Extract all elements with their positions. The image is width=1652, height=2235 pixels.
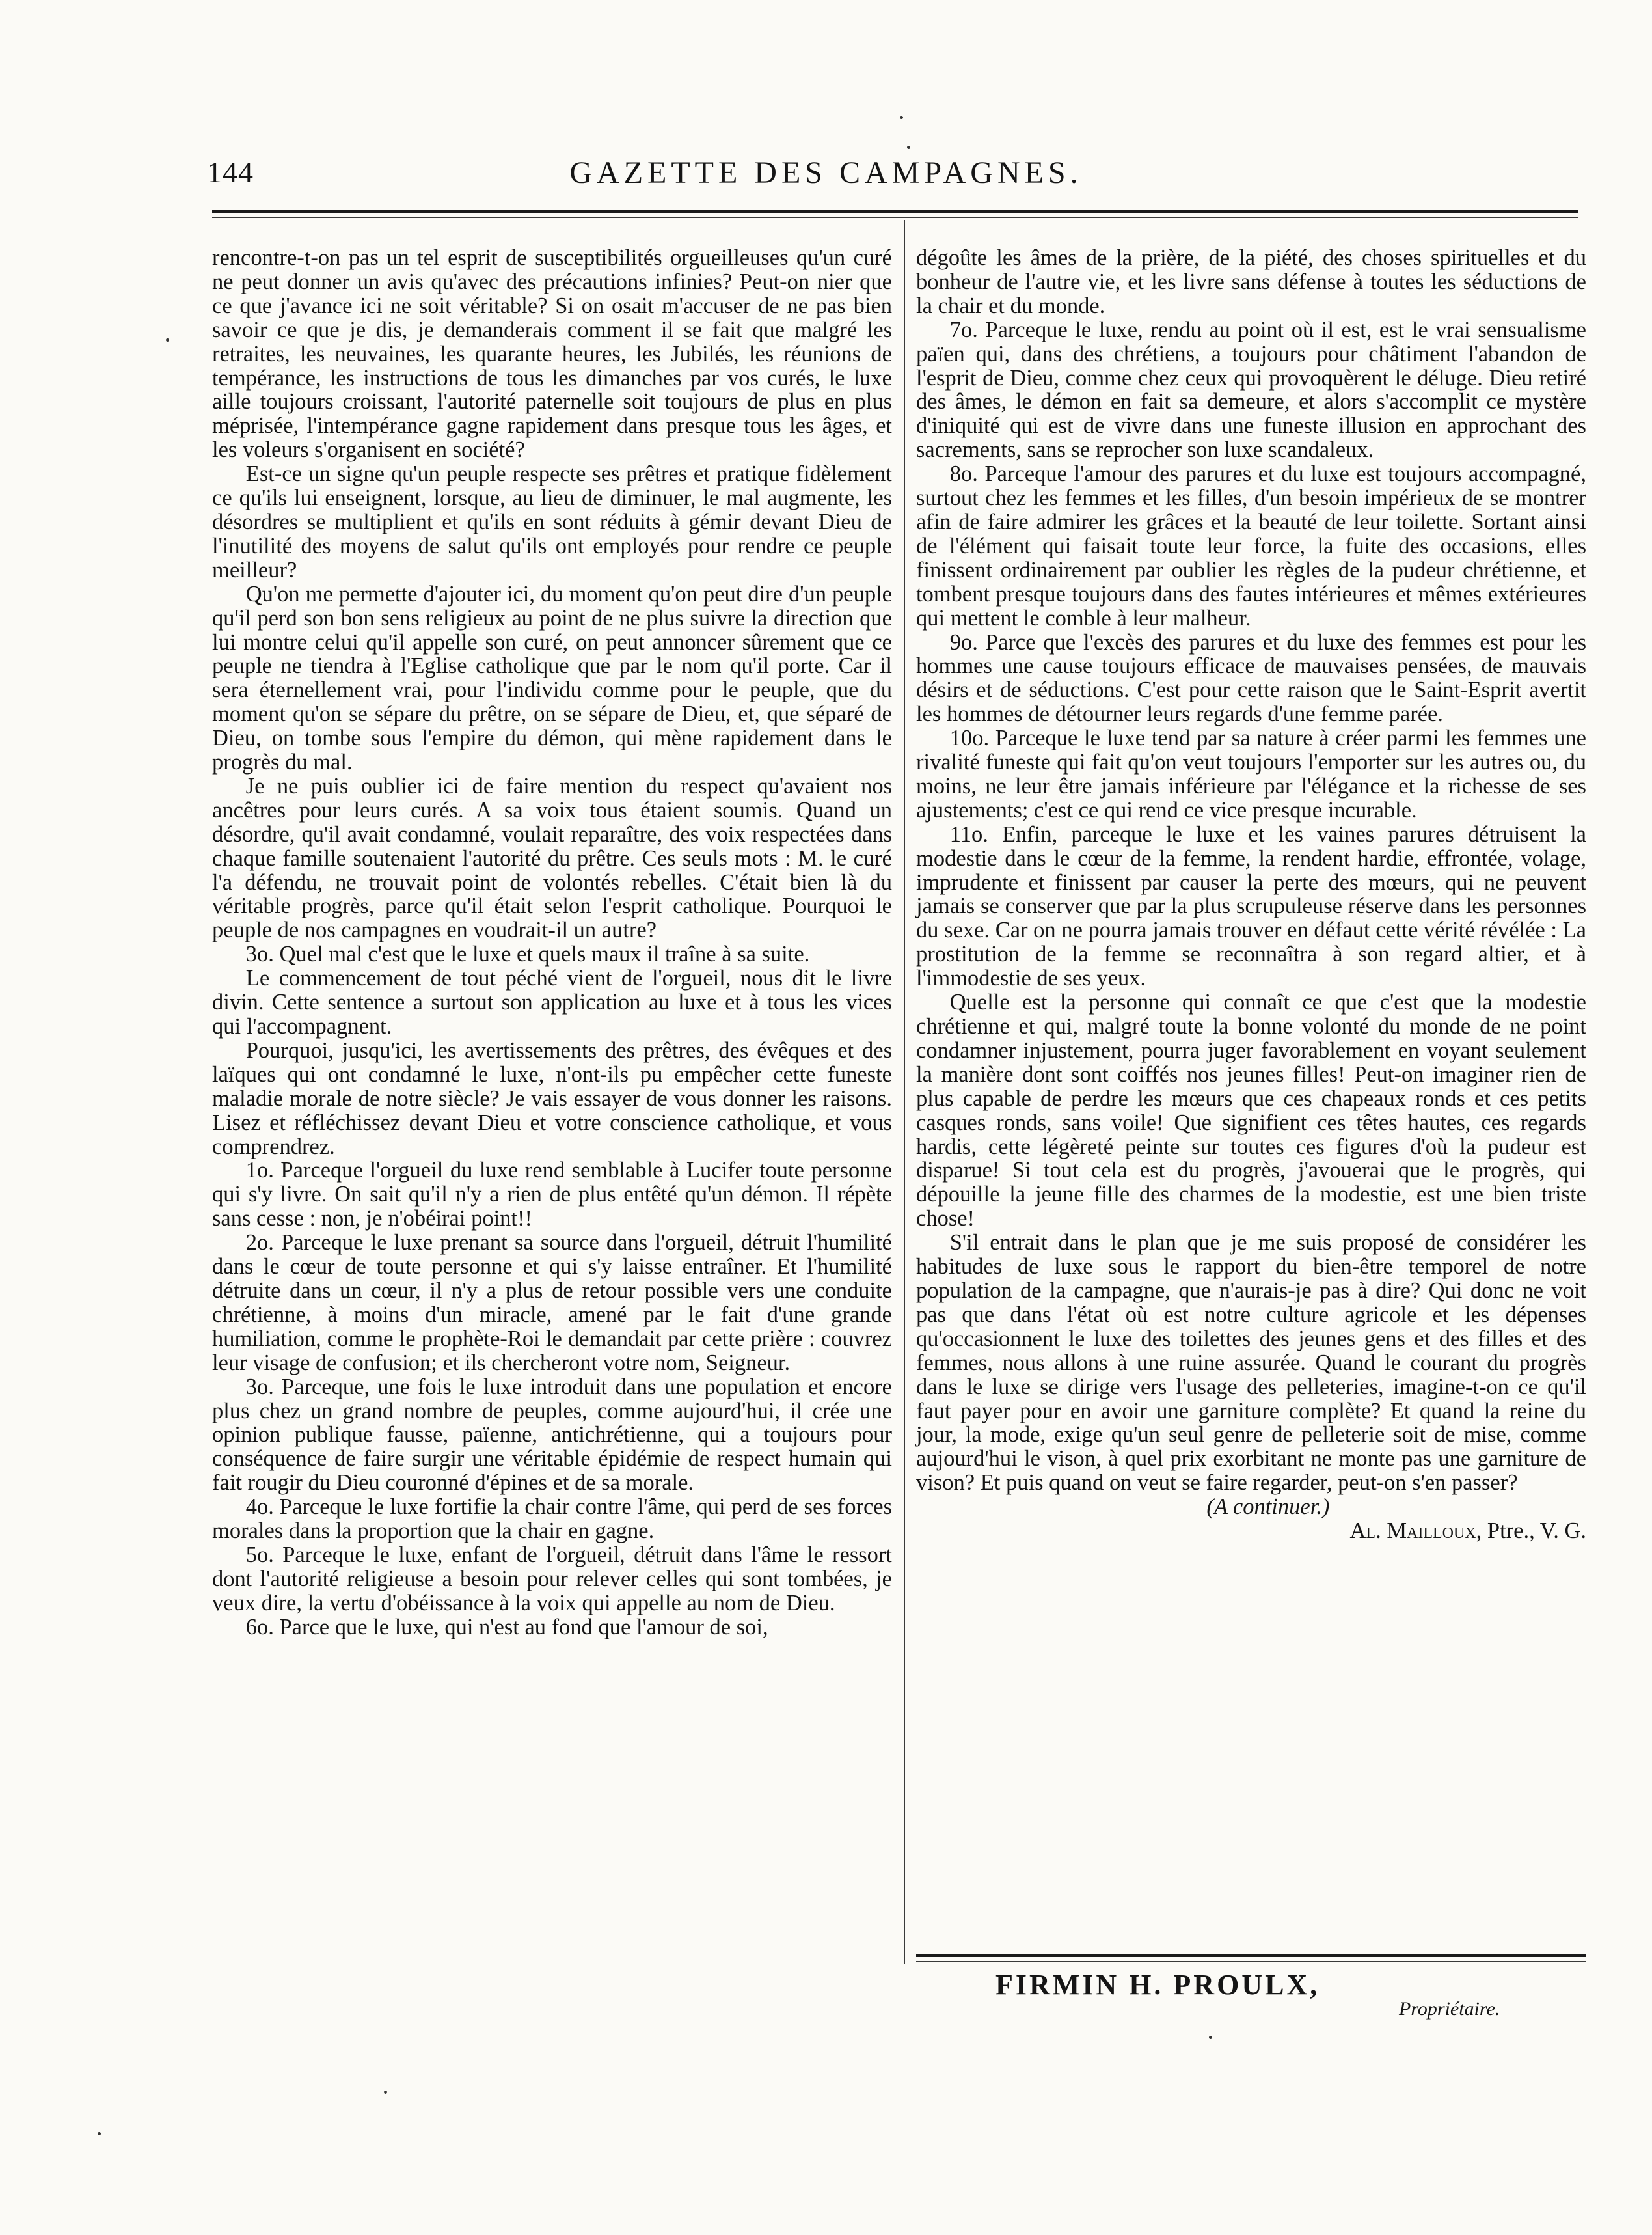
owner-name: FIRMIN H. PROULX, bbox=[995, 1969, 1320, 2001]
paragraph: 8o. Parceque l'amour des parures et du luxe est toujours accompagné, surtout chez les femmes et les filles, d'un besoin impérieux de se montrer afin de faire admirer les grâces et la beauté de leur toilette. Sortant ainsi de l'élément qui faisait toute leur force, la fuite des occasions, elles finissent ordinairement par oublier les règles de la pudeur chrétienne, et tombent presque toujours dans des fautes intérieures et mêmes extérieures qui mettent le comble à leur malheur. bbox=[916, 461, 1586, 631]
running-head: GAZETTE DES CAMPAGNES. bbox=[569, 156, 1083, 190]
author-title: , Ptre., V. G. bbox=[1476, 1518, 1586, 1544]
right-column bbox=[916, 246, 1586, 1543]
header-rule bbox=[212, 210, 1578, 213]
author-signature bbox=[916, 1519, 1586, 1543]
header-rule-thin bbox=[212, 217, 1578, 218]
paragraph: Pourquoi, jusqu'ici, les avertissements des prêtres, des évêques et des laïques qui ont condamné le luxe, n'ont-ils pu empêcher cette funeste maladie morale de notre siècle? Je vais essayer de vous donner les raisons. Lisez et réfléchissez devant Dieu et votre conscience catholique, et vous comprendrez. bbox=[212, 1037, 892, 1159]
paragraph: Je ne puis oublier ici de faire mention du respect qu'avaient nos ancêtres pour leurs curés. A sa voix tous étaient soumis. Quand un désordre, qu'il avait condamné, voulait reparaître, des voix respectées dans chaque famille soutenaient l'autorité du prêtre. Ces seuls mots : M. le curé l'a défendu, ne trouvait point de volontés rebelles. C'était bien là du véritable progrès, parce qu'il était selon l'esprit catholique. Pourquoi le peuple de nos campagnes en voudrait-il un autre? bbox=[212, 773, 892, 943]
owner-role: Propriétaire. bbox=[1399, 1998, 1500, 2020]
ink-speck bbox=[907, 146, 910, 149]
paragraph: 4o. Parceque le luxe fortifie la chair contre l'âme, qui perd de ses forces morales dans la proportion que la chair en gagne. bbox=[212, 1494, 892, 1544]
paragraph: Qu'on me permette d'ajouter ici, du moment qu'on peut dire d'un peuple qu'il perd son bon sens religieux au point de ne plus suivre la direction que lui montre celui qu'il appelle son curé, on peut annoncer sûrement que ce peuple ne tiendra à l'Eglise catholique que par le nom qu'il porte. Car il sera éternellement vrai, pour l'individu comme pour le peuple, que du moment qu'on se sépare du prêtre, on se sépare de Dieu, et, que séparé de Dieu, on tombe sous l'empire du démon, qui mène rapidement dans le progrès du mal. bbox=[212, 581, 892, 775]
ink-speck bbox=[900, 116, 903, 119]
column-divider bbox=[904, 220, 905, 1964]
paragraph: dégoûte les âmes de la prière, de la piété, des choses spirituelles et du bonheur de l'autre vie, et les livre sans défense à toutes les séductions de la chair et du monde. bbox=[916, 245, 1586, 318]
footer-rule bbox=[916, 1954, 1586, 1957]
paragraph: 10o. Parceque le luxe tend par sa nature à créer parmi les femmes une rivalité funeste qui fait qu'on veut toujours l'emporter sur les autres ou, du moins, ne leur être jamais inférieure par l'élégance et la richesse de ses ajustements; c'est ce qui rend ce vice presque incurable. bbox=[916, 726, 1586, 823]
left-column bbox=[212, 246, 892, 1639]
paragraph: Quelle est la personne qui connaît ce que c'est que la modestie chrétienne et qui, malgré toute la bonne volonté du monde de ne point condamner injustement, pourra juger favorablement en voyant seulement la manière dont sont coiffés nos jeunes filles! Peut-on imaginer rien de plus capable de perdre les mœurs que ces chapeaux ronds et ces petits casques ronds, sans voile! Que signifient ces têtes hautes, ces regards hardis, cette légèreté peinte sur toutes ces figures d'où la pudeur est disparue! Si tout cela est du progrès, j'avouerai que le progrès, qui dépouille la jeune fille des charmes de la modestie, est une bien triste chose! bbox=[916, 990, 1586, 1231]
paragraph: 1o. Parceque l'orgueil du luxe rend semblable à Lucifer toute personne qui s'y livre. On sait qu'il n'y a rien de plus entêté qu'un démon. Il répète sans cesse : non, je n'obéirai point!! bbox=[212, 1158, 892, 1231]
ink-speck bbox=[98, 2132, 101, 2135]
continuation-note: (A continuer.) bbox=[1206, 1494, 1330, 1520]
author-name: Al. Mailloux bbox=[1349, 1518, 1476, 1544]
footer-rule-thin bbox=[916, 1961, 1586, 1962]
paragraph: 5o. Parceque le luxe, enfant de l'orgueil, détruit dans l'âme le ressort dont l'autorité religieuse a besoin pour relever celles qui sont tombées, je veux dire, la vertu d'obéissance à la voix qui appelle au nom de Dieu. bbox=[212, 1542, 892, 1615]
paragraph: 7o. Parceque le luxe, rendu au point où il est, est le vrai sensualisme païen qui, dans des chrétiens, a toujours pour châtiment l'abandon de l'esprit de Dieu, comme chez ceux qui provoquèrent le déluge. Dieu retiré des âmes, le démon en fait sa demeure, et alors s'accomplit ce mystère d'iniquité qui est de vivre dans une funeste illusion en approchant des sacrements, sans se reprocher son luxe scandaleux. bbox=[916, 317, 1586, 463]
paragraph: 3o. Quel mal c'est que le luxe et quels maux il traîne à sa suite. bbox=[245, 942, 810, 967]
paragraph: rencontre-t-on pas un tel esprit de susceptibilités orgueilleuses qu'un curé ne peut donner un avis qu'avec des précautions infinies? Peut-on nier que ce que j'avance ici ne soit véritable? Si on osait m'accuser de ne pas bien savoir ce que je dis, je demanderais comment il se fait que malgré les retraites, les neuvaines, les quarante heures, les Jubilés, les réunions de tempérance, les instructions de tous les dimanches par vos curés, le luxe aille toujours croissant, l'autorité paternelle soit toujours de plus en plus méprisée, l'intempérance gagne rapidement dans presque tous les âges, et les voleurs s'organisent en société? bbox=[212, 245, 892, 463]
ink-speck bbox=[166, 338, 169, 342]
paragraph: 3o. Parceque, une fois le luxe introduit dans une population et encore plus chez un grand nombre de peuples, comme aujourd'hui, il crée une opinion publique fausse, païenne, antichrétienne, qui a toujours pour conséquence de faire surgir une véritable épidémie de respect humain qui fait rougir du Dieu couronné d'épines et de sa morale. bbox=[212, 1374, 892, 1496]
paragraph: Le commencement de tout péché vient de l'orgueil, nous dit le livre divin. Cette sentence a surtout son application au luxe et à tous les vices qui l'accompagnent. bbox=[212, 966, 892, 1039]
paragraph: 6o. Parce que le luxe, qui n'est au fond que l'amour de soi, bbox=[245, 1614, 768, 1639]
paragraph: 11o. Enfin, parceque le luxe et les vaines parures détruisent la modestie dans le cœur de la femme, la rendent hardie, effrontée, volage, imprudente et finissent par causer la perte des mœurs, qui ne peuvent jamais se conserver que par la plus scrupuleuse réserve dans les personnes du sexe. Car on ne pourra jamais trouver en défaut cette vérité révélée : La prostitution de la femme se reconnaîtra à son regard altier, et à l'immodestie de ses yeux. bbox=[916, 821, 1586, 991]
paragraph: Est-ce un signe qu'un peuple respecte ses prêtres et pratique fidèlement ce qu'ils lui enseignent, lorsque, au lieu de diminuer, le mal augmente, les désordres se multiplient et qu'ils en sont réduits à gémir devant Dieu de l'inutilité des moyens de salut qu'ils ont employés pour rendre ce peuple meilleur? bbox=[212, 461, 892, 583]
paragraph: 9o. Parce que l'excès des parures et du luxe des femmes est pour les hommes une cause toujours efficace de mauvaises pensées, de mauvais désirs et de séductions. C'est pour cette raison que le Saint-Esprit avertit les hommes de détourner leurs regards d'une femme parée. bbox=[916, 629, 1586, 727]
page-number: 144 bbox=[207, 156, 254, 189]
ink-speck bbox=[1209, 2036, 1212, 2039]
paragraph: 2o. Parceque le luxe prenant sa source dans l'orgueil, détruit l'humilité dans le cœur de toute personne et qui s'y laisse entraîner. Et l'humilité détruite dans un cœur, il n'y a plus de retour possible vers une conduite chrétienne, à moins d'un miracle, amené par le fait d'une grande humiliation, comme le prophète-Roi le demandait par cette prière : couvrez leur visage de confusion; et ils chercheront votre nom, Seigneur. bbox=[212, 1230, 892, 1375]
paragraph: S'il entrait dans le plan que je me suis proposé de considérer les habitudes de luxe sous le rapport du bien-être temporel de notre population de la campagne, que n'aurais-je pas à dire? Qui donc ne voit pas que dans l'état où est notre culture agricole et les dépenses qu'occasionnent le luxe des toilettes des jeunes gens et des filles et des femmes, nous allons à une ruine assurée. Quand le courant du progrès dans le luxe se dirige vers l'usage des pelleteries, imagine-t-on ce qu'il faut payer pour en avoir une garniture complète? Et quand la reine du jour, la mode, exige qu'un seul genre de pelleterie soit de mise, comme aujourd'hui le vison, à quel prix exorbitant ne monte pas une garniture de vison? Et puis quand on veut se faire regarder, peut-on s'en passer? bbox=[916, 1230, 1586, 1496]
ink-speck bbox=[384, 2091, 387, 2094]
